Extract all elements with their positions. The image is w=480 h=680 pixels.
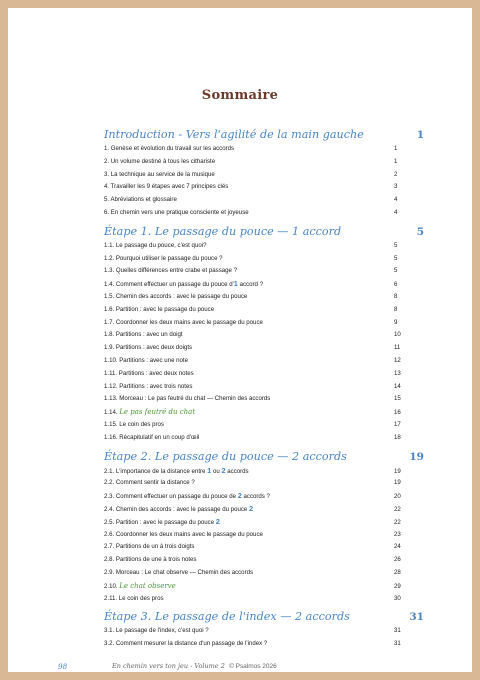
toc-entry[interactable] <box>104 143 424 156</box>
toc-entry[interactable] <box>104 393 424 406</box>
toc-entry-page-number: 8 <box>394 292 398 300</box>
toc-entry[interactable] <box>104 625 424 638</box>
toc-entry-title: 1.6. Partition : avec le passage du pouce <box>104 305 215 313</box>
toc-entry[interactable] <box>104 240 424 253</box>
toc-entry-page-number: 5 <box>394 254 398 262</box>
toc-entry[interactable] <box>104 181 424 194</box>
toc-entry-page-number: 13 <box>394 369 401 377</box>
toc-entry-title <box>104 503 394 517</box>
accord-count-number: 2 <box>215 516 220 526</box>
toc-entry[interactable] <box>104 381 424 394</box>
toc-entry-title: 1.10. Partitions : avec une note <box>104 356 189 364</box>
toc-entry-page-number: 10 <box>394 331 401 339</box>
toc-entry-title: 2.6. Coordonner les deux mains avec le passage du pouce <box>104 530 263 538</box>
toc-entry-title: 3. La technique au service de la musique <box>104 170 215 178</box>
toc-entry-page-number: 1 <box>394 145 398 152</box>
footer-book-title <box>112 662 277 670</box>
accord-count-number: 2 <box>248 503 254 513</box>
toc-entry-title: 1.15. Le coin des pros <box>104 420 164 428</box>
toc-entry[interactable] <box>104 541 424 554</box>
toc-entry[interactable] <box>104 419 424 432</box>
toc-entry-page-number: 5 <box>394 267 398 275</box>
toc-entry-page-number: 24 <box>394 543 401 551</box>
toc-entry[interactable] <box>104 342 424 355</box>
toc-entry-title: 3.2. Comment mesurer la distance d'un passage de l'index ? <box>104 640 268 648</box>
toc-entry-page-number: 22 <box>394 505 401 513</box>
section-page-number: 31 <box>409 611 424 624</box>
toc-entry-page-number: 15 <box>394 395 401 403</box>
toc-entry-text-part: accords ? <box>241 493 270 501</box>
toc-entry[interactable] <box>104 477 424 490</box>
toc-entry[interactable] <box>104 253 424 266</box>
toc-entry[interactable] <box>104 406 424 419</box>
toc-entry-title: 2.9. Morceau : Le chat observe — Chemin des accords <box>104 568 254 576</box>
accord-count-number: 1 <box>207 465 212 475</box>
toc-entry-page-number: 14 <box>394 382 401 390</box>
toc-entry[interactable] <box>104 317 424 330</box>
toc-entry-page-number: 2 <box>394 170 398 178</box>
toc-entry-page-number: 28 <box>394 568 401 576</box>
toc-entry-title: 1.2. Pourquoi utiliser le passage du pouce ? <box>104 254 223 262</box>
toc-entry-title: 5. Abréviations et glossaire <box>104 196 177 204</box>
table-of-contents <box>104 126 424 651</box>
section-heading[interactable] <box>104 223 424 240</box>
toc-entry-page-number: 9 <box>394 318 398 326</box>
section-page-number: 19 <box>409 450 424 463</box>
toc-entry-text-part: 2.4. Chemin des accords : avec le passage du pouce <box>104 505 249 513</box>
toc-section <box>104 448 424 606</box>
toc-entry[interactable] <box>104 304 424 317</box>
toc-entry-title: 1.9. Partitions : avec deux doigts <box>104 344 193 352</box>
toc-entry-title: 1.13. Morceau : Le pas feutré du chat — Chemin des accords <box>104 395 271 403</box>
toc-entry-page-number: 8 <box>394 305 398 313</box>
page <box>8 8 472 672</box>
toc-entry[interactable] <box>104 580 424 593</box>
section-page-number: 5 <box>416 225 424 238</box>
toc-entry-title <box>104 516 394 530</box>
toc-section <box>104 223 424 445</box>
toc-entry-page-number: 3 <box>394 183 398 191</box>
toc-entry[interactable] <box>104 156 424 169</box>
toc-entry-page-number: 26 <box>394 556 401 564</box>
toc-entry-page-number: 29 <box>394 582 401 590</box>
toc-entry[interactable] <box>104 503 424 516</box>
toc-entry-page-number: 1 <box>394 157 398 165</box>
toc-entry-title: 2.2. Comment sentir la distance ? <box>104 479 195 487</box>
toc-entry[interactable] <box>104 368 424 381</box>
toc-entry-text-part: accord ? <box>237 281 263 289</box>
toc-entry-page-number: 20 <box>394 493 401 501</box>
toc-entry-title <box>104 465 394 479</box>
toc-entry-text-part: ou <box>211 467 222 475</box>
toc-entry-page-number: 19 <box>394 467 401 475</box>
toc-entry-title: 1.8. Partitions : avec un doigt <box>104 331 183 339</box>
section-heading[interactable] <box>104 448 424 465</box>
toc-entry-page-number: 16 <box>394 409 401 417</box>
toc-entry[interactable] <box>104 567 424 580</box>
toc-entry-title: 1.1. Le passage du pouce, c'est quoi? <box>104 241 207 249</box>
footer <box>8 662 480 676</box>
toc-entry-page-number: 6 <box>394 281 398 289</box>
toc-entry-title: 1.3. Quelles différences entre crabe et passage ? <box>104 267 238 275</box>
section-title: Étape 3. Le passage de l'index — 2 accords <box>104 610 350 624</box>
toc-entry-title: 6. En chemin vers une pratique consciente et joyeuse <box>104 208 249 216</box>
toc-entry-page-number: 12 <box>394 356 401 364</box>
toc-entry-page-number: 5 <box>394 241 398 249</box>
accord-count-number: 2 <box>221 465 226 475</box>
toc-entry[interactable] <box>104 465 424 478</box>
toc-entry-text-part: 2.1. L'importance de la distance entre <box>104 467 208 475</box>
toc-entry-page-number: 11 <box>394 344 401 352</box>
toc-entry-page-number: 31 <box>394 627 401 635</box>
toc-entry[interactable] <box>104 432 424 445</box>
toc-entry-title: 1.16. Récapitulatif en un coup d'œil <box>104 433 200 441</box>
toc-entry-page-number: 22 <box>394 518 401 526</box>
toc-entry[interactable] <box>104 638 424 651</box>
piece-title: Le chat observe <box>119 581 176 590</box>
toc-entry-title: 3.1. Le passage de l'index, c'est quoi ? <box>104 627 209 635</box>
section-title: Introduction - Vers l'agilité de la main gauche <box>104 128 364 141</box>
toc-entry[interactable] <box>104 329 424 342</box>
toc-entry-title: 1. Genèse et évolution du travail sur les accords <box>104 145 235 152</box>
accord-count-number: 1 <box>233 279 238 289</box>
toc-entry-title: 2.7. Partitions de un à trois doigts <box>104 543 195 551</box>
toc-entry-number: 2.10. <box>104 582 120 590</box>
toc-entry-title: 1.7. Coordonner les deux mains avec le passage du pouce <box>104 318 263 326</box>
toc-entry[interactable] <box>104 490 424 503</box>
toc-entry-title <box>104 580 394 594</box>
toc-entry-page-number: 17 <box>394 420 401 428</box>
toc-entry-page-number: 4 <box>394 208 398 216</box>
toc-section <box>104 608 424 651</box>
toc-entry[interactable] <box>104 554 424 567</box>
toc-entry-page-number: 31 <box>394 640 401 648</box>
footer-book: En chemin vers ton jeu - Volume 2 <box>112 662 225 670</box>
toc-entry-title <box>104 278 394 292</box>
footer-copyright: © Psalmos 2026 <box>228 663 277 670</box>
toc-entry-title <box>104 490 394 504</box>
piece-title: Le pas feutré du chat <box>119 408 196 417</box>
section-title: Étape 2. Le passage du pouce — 2 accords <box>104 449 347 463</box>
toc-entry-page-number: 19 <box>394 479 401 487</box>
toc-entry-page-number: 18 <box>394 433 401 441</box>
toc-entry-title <box>104 406 394 420</box>
toc-entry[interactable] <box>104 169 424 182</box>
toc-entry-title: 2.11. Le coin des pros <box>104 594 164 602</box>
toc-entry-text-part: 2.3. Comment effectuer un passage du pouce de <box>104 493 238 501</box>
toc-entry[interactable] <box>104 194 424 207</box>
toc-entry[interactable] <box>104 207 424 220</box>
toc-entry-title: 1.5. Chemin des accords : avec le passage du pouce <box>104 292 248 300</box>
section-title: Étape 1. Le passage du pouce — 1 accord <box>104 224 342 238</box>
toc-entry-text-part: accords <box>225 467 249 475</box>
toc-entry[interactable] <box>104 529 424 542</box>
toc-entry-text-part: 2.5. Partition : avec le passage du pouce <box>104 518 216 526</box>
accord-count-number: 2 <box>237 491 242 501</box>
toc-entry[interactable] <box>104 265 424 278</box>
toc-entry-title: 4. Travailler les 9 étapes avec 7 principes clés <box>104 183 229 191</box>
toc-entry[interactable] <box>104 291 424 304</box>
toc-entry-title: 2.8. Partitions de une à trois notes <box>104 556 197 564</box>
toc-entry-title: 2. Un volume destiné à tous les cithariste <box>104 157 216 165</box>
toc-entry-title: 1.12. Partitions : avec trois notes <box>104 382 193 390</box>
toc-entry[interactable] <box>104 355 424 368</box>
section-heading[interactable] <box>104 608 424 625</box>
toc-entry-page-number: 4 <box>394 196 398 204</box>
toc-entry-title: 1.11. Partitions : avec deux notes <box>104 369 194 377</box>
toc-entry[interactable] <box>104 516 424 529</box>
toc-entry-number: 1.14. <box>104 409 120 417</box>
toc-entry-text-part: 1.4. Comment effectuer un passage du pouce d' <box>104 281 234 289</box>
toc-entry[interactable] <box>104 593 424 606</box>
toc-section <box>104 126 424 220</box>
toc-entry-page-number: 23 <box>394 530 401 538</box>
section-heading[interactable] <box>104 126 424 143</box>
footer-page-number: 98 <box>58 662 68 671</box>
toc-entry-page-number: 30 <box>394 594 401 602</box>
toc-entry[interactable] <box>104 278 424 291</box>
page-title: Sommaire <box>201 88 279 103</box>
section-page-number: 1 <box>416 129 424 141</box>
